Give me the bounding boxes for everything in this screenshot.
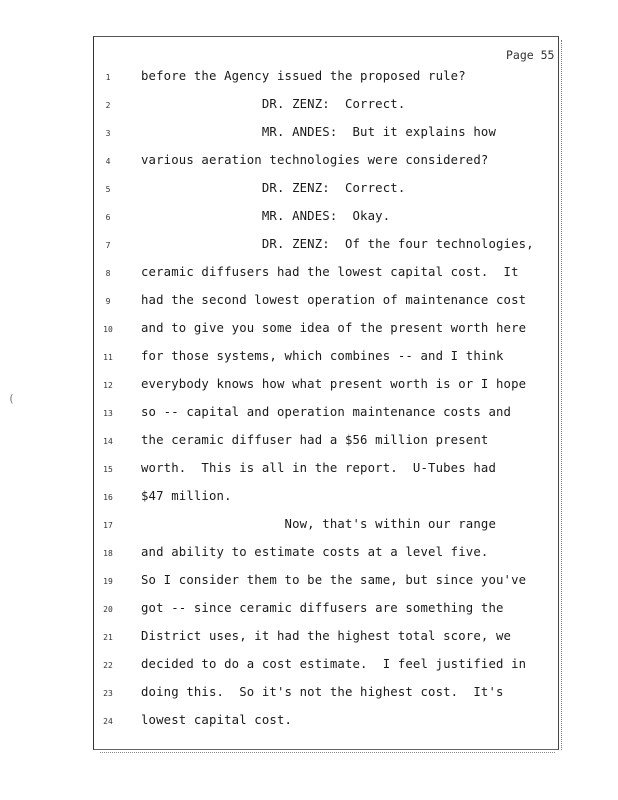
page-number: Page 55 bbox=[506, 48, 555, 62]
line-number: 11 bbox=[103, 353, 113, 362]
transcript-line bbox=[0, 489, 618, 509]
line-text: for those systems, which combines -- and I think bbox=[141, 349, 504, 363]
line-number: 8 bbox=[105, 269, 111, 278]
transcript-line bbox=[0, 713, 618, 733]
transcript-line bbox=[0, 321, 618, 341]
line-number: 15 bbox=[103, 465, 113, 474]
line-text: Now, that's within our range bbox=[141, 517, 497, 531]
line-number: 14 bbox=[103, 437, 113, 446]
line-number: 21 bbox=[103, 633, 113, 642]
line-text: DR. ZENZ: Correct. bbox=[141, 97, 406, 111]
line-number: 9 bbox=[105, 297, 111, 306]
transcript-line bbox=[0, 125, 618, 145]
line-text: before the Agency issued the proposed rule? bbox=[141, 69, 466, 83]
line-text: MR. ANDES: Okay. bbox=[141, 209, 391, 223]
transcript-line bbox=[0, 69, 618, 89]
line-number: 20 bbox=[103, 605, 113, 614]
transcript-line bbox=[0, 97, 618, 117]
line-number: 22 bbox=[103, 661, 113, 670]
scan-margin-mark: ( bbox=[8, 392, 15, 405]
line-text: so -- capital and operation maintenance costs and bbox=[141, 405, 512, 419]
transcript-line bbox=[0, 657, 618, 677]
transcript-line bbox=[0, 461, 618, 481]
line-text: DR. ZENZ: Correct. bbox=[141, 181, 406, 195]
transcript-line bbox=[0, 601, 618, 621]
line-text: everybody knows how what present worth is or I hope bbox=[141, 377, 527, 391]
line-text: various aeration technologies were considered? bbox=[141, 153, 489, 167]
transcript-line bbox=[0, 209, 618, 229]
transcript-line bbox=[0, 685, 618, 705]
line-number: 12 bbox=[103, 381, 113, 390]
line-text: and to give you some idea of the present worth here bbox=[141, 321, 527, 335]
line-number: 1 bbox=[105, 73, 111, 82]
line-text: lowest capital cost. bbox=[141, 713, 293, 727]
line-number: 3 bbox=[105, 129, 111, 138]
transcript-line bbox=[0, 181, 618, 201]
transcript-line bbox=[0, 517, 618, 537]
line-number: 16 bbox=[103, 493, 113, 502]
line-text: decided to do a cost estimate. I feel justified in bbox=[141, 657, 527, 671]
line-number: 10 bbox=[103, 325, 113, 334]
transcript-line bbox=[0, 545, 618, 565]
page-bottom-edge bbox=[100, 752, 555, 755]
transcript-line bbox=[0, 237, 618, 257]
transcript-line bbox=[0, 629, 618, 649]
line-text: worth. This is all in the report. U-Tubes had bbox=[141, 461, 497, 475]
line-number: 5 bbox=[105, 185, 111, 194]
line-text: and ability to estimate costs at a level five. bbox=[141, 545, 489, 559]
line-text: ceramic diffusers had the lowest capital cost. It bbox=[141, 265, 519, 279]
line-text: got -- since ceramic diffusers are something the bbox=[141, 601, 504, 615]
line-text: had the second lowest operation of maintenance cost bbox=[141, 293, 527, 307]
transcript-line bbox=[0, 573, 618, 593]
transcript-line bbox=[0, 405, 618, 425]
transcript-line bbox=[0, 377, 618, 397]
line-number: 17 bbox=[103, 521, 113, 530]
transcript-line bbox=[0, 349, 618, 369]
line-number: 18 bbox=[103, 549, 113, 558]
line-number: 6 bbox=[105, 213, 111, 222]
transcript-line bbox=[0, 153, 618, 173]
line-text: So I consider them to be the same, but since you've bbox=[141, 573, 527, 587]
line-number: 23 bbox=[103, 689, 113, 698]
line-number: 24 bbox=[103, 717, 113, 726]
transcript-line bbox=[0, 293, 618, 313]
line-text: doing this. So it's not the highest cost. It's bbox=[141, 685, 504, 699]
line-number: 13 bbox=[103, 409, 113, 418]
line-number: 4 bbox=[105, 157, 111, 166]
line-text: MR. ANDES: But it explains how bbox=[141, 125, 497, 139]
line-number: 2 bbox=[105, 101, 111, 110]
line-text: DR. ZENZ: Of the four technologies, bbox=[141, 237, 534, 251]
line-text: District uses, it had the highest total score, we bbox=[141, 629, 512, 643]
line-number: 19 bbox=[103, 577, 113, 586]
transcript-line bbox=[0, 265, 618, 285]
transcript-line bbox=[0, 433, 618, 453]
line-number: 7 bbox=[105, 241, 111, 250]
line-text: the ceramic diffuser had a $56 million present bbox=[141, 433, 489, 447]
line-text: $47 million. bbox=[141, 489, 232, 503]
